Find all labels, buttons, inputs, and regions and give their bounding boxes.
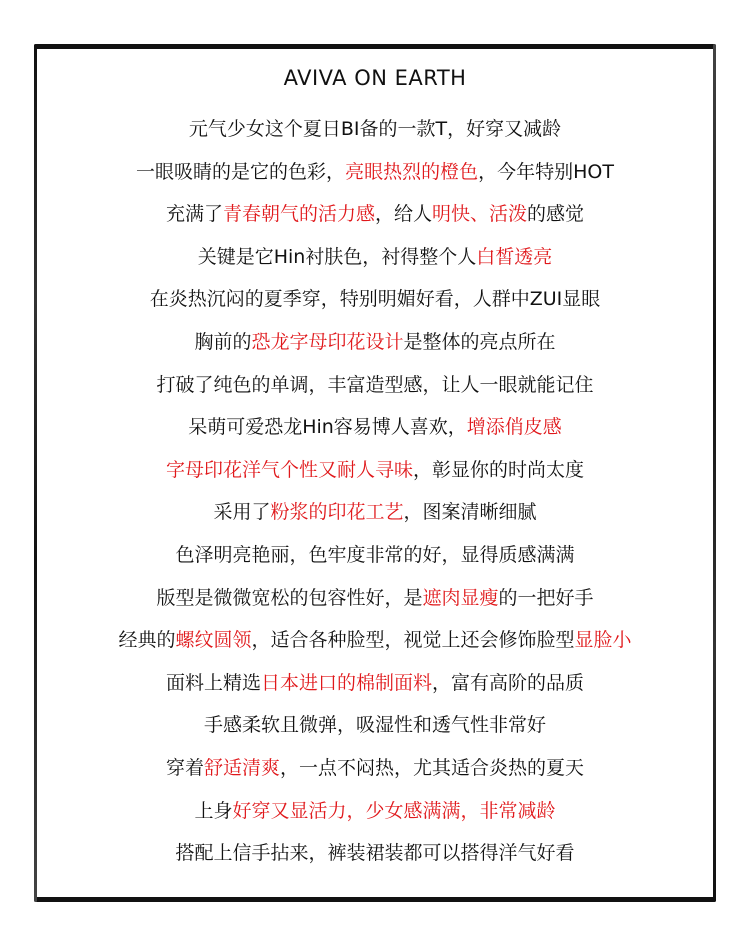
body-text: 搭配上信手拈来，裤装裙装都可以搭得洋气好看 (175, 842, 575, 865)
body-text: 充满了 (165, 203, 223, 226)
body-text: ，富有高阶的品质 (432, 671, 585, 694)
body-text: 是整体的亮点所在 (403, 330, 556, 353)
description-line (0, 410, 750, 453)
frame-top-border (34, 44, 717, 49)
description-line (0, 751, 750, 794)
highlighted-text: 恐龙字母印花设计 (251, 330, 404, 353)
highlighted-text: 遮肉显瘦 (422, 586, 499, 609)
body-text: ，彰显你的时尚太度 (413, 458, 585, 481)
highlighted-text: 增添俏皮感 (466, 416, 562, 439)
highlighted-text: 字母印花洋气个性又耐人寻味 (165, 458, 413, 481)
description-line (0, 794, 750, 837)
description-line (0, 112, 750, 155)
body-text: 手感柔软且微弹，吸湿性和透气性非常好 (203, 714, 546, 737)
highlighted-text: 好穿又显活力，少女感满满，非常减龄 (232, 799, 556, 822)
description-line (0, 325, 750, 368)
highlighted-text: 粉浆的印花工艺 (270, 501, 404, 524)
highlighted-text: 白皙透亮 (476, 245, 553, 268)
highlighted-text: 青春朝气的活力感 (222, 203, 375, 226)
description-line (0, 538, 750, 581)
body-text: ，图案清晰细腻 (403, 501, 537, 524)
body-text: 关键是它Hin衬肤色，衬得整个人 (197, 245, 477, 268)
body-text: 打破了纯色的单调，丰富造型感，让人一眼就能记住 (156, 373, 594, 396)
description-line (0, 368, 750, 411)
highlighted-text: 螺纹圆领 (175, 629, 252, 652)
body-text: 上身 (194, 799, 233, 822)
description-line (0, 666, 750, 709)
highlighted-text: 明快、活泼 (432, 203, 528, 226)
body-text: ，今年特别HOT (478, 160, 614, 183)
highlighted-text: 显脸小 (574, 629, 632, 652)
body-text: 穿着 (165, 756, 204, 779)
page-title: AVIVA ON EARTH (283, 66, 467, 90)
description-line (0, 623, 750, 666)
body-text: 在炎热沉闷的夏季穿，特别明媚好看，人群中ZUI显眼 (149, 288, 601, 311)
body-text: ，给人 (374, 203, 432, 226)
body-text: 的一把好手 (498, 586, 594, 609)
description-line (0, 155, 750, 198)
body-text: 面料上精选 (165, 671, 261, 694)
description-line (0, 453, 750, 496)
description-line (0, 836, 750, 879)
frame-bottom-border (34, 897, 717, 902)
body-text: 一眼吸睛的是它的色彩， (136, 160, 346, 183)
body-text: 的感觉 (527, 203, 585, 226)
description-lines (0, 112, 750, 879)
description-line (0, 197, 750, 240)
body-text: 色泽明亮艳丽，色牢度非常的好，显得质感满满 (175, 543, 575, 566)
body-text: 经典的 (118, 629, 176, 652)
body-text: ，一点不闷热，尤其适合炎热的夏天 (280, 756, 585, 779)
body-text: 呆萌可爱恐龙Hin容易博人喜欢， (188, 416, 467, 439)
description-line (0, 282, 750, 325)
body-text: 采用了 (213, 501, 271, 524)
description-line (0, 495, 750, 538)
description-line (0, 581, 750, 624)
highlighted-text: 日本进口的棉制面料 (260, 671, 432, 694)
description-line (0, 240, 750, 283)
description-line (0, 708, 750, 751)
highlighted-text: 亮眼热烈的橙色 (345, 160, 479, 183)
body-text: 元气少女这个夏日BI备的一款T，好穿又减龄 (188, 118, 562, 140)
body-text: 胸前的 (194, 330, 252, 353)
highlighted-text: 舒适清爽 (203, 756, 280, 779)
body-text: 版型是微微宽松的包容性好，是 (156, 586, 423, 609)
body-text: ，适合各种脸型，视觉上还会修饰脸型 (251, 629, 575, 652)
